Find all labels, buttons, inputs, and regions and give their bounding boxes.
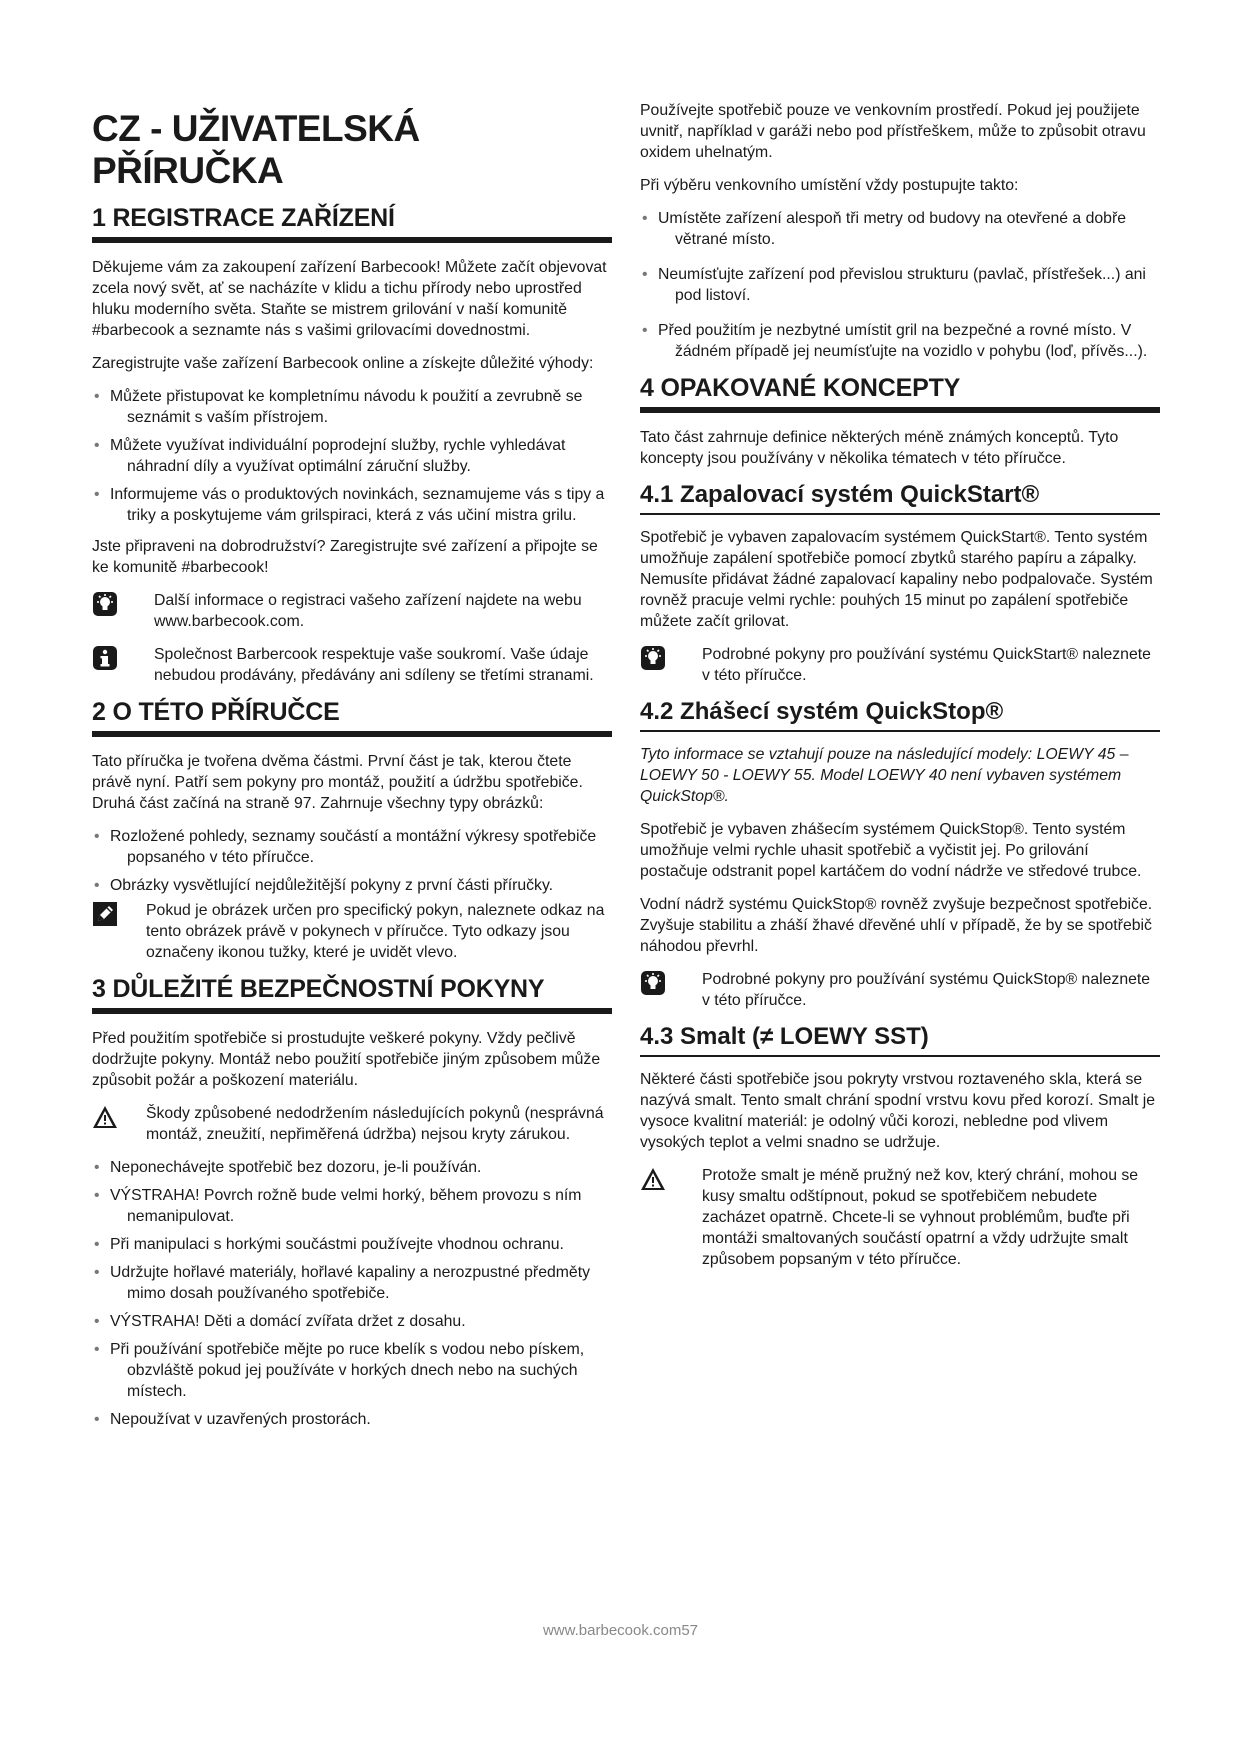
list-item: • Udržujte hořlavé materiály, hořlavé kapaliny a nerozpustné předměty mimo dosah používaného spotřebiče. bbox=[94, 1264, 590, 1302]
info-note-text: Společnost Barbercook respektuje vaše soukromí. Vaše údaje nebudou prodávány, předávány ani sdíleny se třetími stranami. bbox=[154, 646, 594, 684]
list-item: • VÝSTRAHA! Děti a domácí zvířata držet z dosahu. bbox=[94, 1313, 466, 1330]
section-4-1-heading: 4.1 Zapalovací systém QuickStart® bbox=[640, 481, 1160, 515]
list-item: • Můžete přistupovat ke kompletnímu návodu k použití a zevrubně se seznámit s vaším přístrojem. bbox=[94, 388, 583, 426]
list-item: • Při manipulaci s horkými součástmi používejte vhodnou ochranu. bbox=[94, 1236, 564, 1253]
section-4-1-paragraph: Spotřebič je vybaven zapalovacím systémem QuickStart®. Tento systém umožňuje zapálení spotřebiče pomocí zbytků starého papíru a zápalky. Nemusíte přidávat žádné zapalovací kapaliny nebo podpalovače. Systém rovněž pracuje velmi rychle: pouhých 15 minut po zapálení spotřebiče můžete začít grilovat. bbox=[640, 529, 1153, 630]
section-3-location-list bbox=[640, 208, 1160, 362]
warning-icon bbox=[640, 1166, 666, 1192]
tip-note bbox=[92, 590, 612, 632]
list-item: • Informujeme vás o produktových novinkách, seznamujeme vás s tipy a triky a poskytujeme vám grilspiraci, která z vás učiní mistra grilu. bbox=[94, 486, 605, 524]
section-3-paragraph: Před použitím spotřebiče si prostudujte veškeré pokyny. Vždy pečlivě dodržujte pokyny. Montáž nebo použití spotřebiče jiným způsobem může způsobit požár a poškození materiálu. bbox=[92, 1030, 601, 1089]
section-1-paragraph: Jste připraveni na dobrodružství? Zaregistrujte své zařízení a připojte se ke komunitě #barbecook! bbox=[92, 538, 598, 576]
section-3-bullet-list bbox=[92, 1157, 612, 1430]
section-4-2-heading: 4.2 Zhášecí systém QuickStop® bbox=[640, 698, 1160, 732]
right-column bbox=[640, 100, 1160, 1282]
section-2-bullet-list bbox=[92, 826, 612, 896]
pencil-icon bbox=[92, 901, 118, 927]
section-4-3-heading: 4.3 Smalt (≠ LOEWY SST) bbox=[640, 1023, 1160, 1057]
warning-icon bbox=[92, 1104, 118, 1130]
section-4-heading: 4 OPAKOVANÉ KONCEPTY bbox=[640, 374, 1160, 413]
section-2-heading: 2 O TÉTO PŘÍRUČCE bbox=[92, 698, 612, 737]
pencil-note-text: Pokud je obrázek určen pro specifický pokyn, naleznete odkaz na tento obrázek právě v pokynech v příručce. Tyto odkazy jsou označeny ikonou tužky, které je uvidět vlevo. bbox=[146, 902, 605, 961]
tip-note-text: Další informace o registraci vašeho zařízení najdete na webu www.barbecook.com. bbox=[154, 592, 582, 630]
section-3-paragraph: Při výběru venkovního umístění vždy postupujte takto: bbox=[640, 177, 1019, 194]
list-item: • Neponechávejte spotřebič bez dozoru, je-li používán. bbox=[94, 1159, 482, 1176]
list-item: • Rozložené pohledy, seznamy součástí a montážní výkresy spotřebiče popsaného v této příručce. bbox=[94, 828, 597, 866]
warning-note bbox=[92, 1103, 612, 1145]
info-note bbox=[92, 644, 612, 686]
section-1-paragraph: Zaregistrujte vaše zařízení Barbecook online a získejte důležité výhody: bbox=[92, 355, 594, 372]
tip-note-text: Podrobné pokyny pro používání systému QuickStop® naleznete v této příručce. bbox=[702, 971, 1151, 1009]
warning-note bbox=[640, 1165, 1160, 1270]
lightbulb-icon bbox=[640, 970, 666, 996]
lightbulb-icon bbox=[640, 645, 666, 671]
pencil-note bbox=[92, 900, 612, 963]
lightbulb-icon bbox=[92, 591, 118, 617]
tip-note bbox=[640, 969, 1160, 1011]
page-footer: www.barbecook.com57 bbox=[542, 1622, 699, 1639]
tip-note bbox=[640, 644, 1160, 686]
section-4-2-paragraph: Vodní nádrž systému QuickStop® rovněž zvyšuje bezpečnost spotřebiče. Zvyšuje stabilitu a zháší žhavé dřevěné uhlí v případě, že by se spotřebič náhodou převrhl. bbox=[640, 896, 1153, 955]
warning-note-text: Škody způsobené nedodržením následujících pokynů (nesprávná montáž, zneužití, nepřiměřená údržba) nejsou kryty zárukou. bbox=[146, 1105, 604, 1143]
list-item: • Můžete využívat individuální poprodejní služby, rychle vyhledávat náhradní díly a využívat optimální záruční služby. bbox=[94, 437, 566, 475]
section-4-paragraph: Tato část zahrnuje definice některých méně známých konceptů. Tyto koncepty jsou používány v několika tématech v této příručce. bbox=[640, 429, 1119, 467]
section-3-paragraph: Používejte spotřebič pouze ve venkovním prostředí. Pokud jej použijete uvnitř, například v garáži nebo pod přístřeškem, může to způsobit otravu oxidem uhelnatým. bbox=[640, 102, 1146, 161]
list-item: • Před použitím je nezbytné umístit gril na bezpečné a rovné místo. V žádném případě jej neumísťujte na vozidlo v pohybu (loď, přívěs...). bbox=[642, 322, 1148, 360]
section-1-bullet-list bbox=[92, 386, 612, 526]
section-3-heading: 3 DŮLEŽITÉ BEZPEČNOSTNÍ POKYNY bbox=[92, 975, 612, 1014]
list-item: • VÝSTRAHA! Povrch rožně bude velmi horký, během provozu s ním nemanipulovat. bbox=[94, 1187, 582, 1225]
list-item: • Neumísťujte zařízení pod převislou strukturu (pavlač, přístřešek...) ani pod listoví. bbox=[642, 266, 1146, 304]
section-1-paragraph: Děkujeme vám za zakoupení zařízení Barbecook! Můžete začít objevovat zcela nový svět, ať se nacházíte v klidu a tichu přírody nebo uprostřed hluku moderního světa. Staňte se mistrem grilování v naší komunitě #barbecook a seznamte nás s vašimi grilovacími dovednostmi. bbox=[92, 259, 607, 339]
list-item: • Obrázky vysvětlující nejdůležitější pokyny z první části příručky. bbox=[94, 877, 554, 894]
section-2-paragraph: Tato příručka je tvořena dvěma částmi. První část je tak, kterou čtete právě nyní. Patří sem pokyny pro montáž, použití a údržbu spotřebiče. Druhá část začíná na straně 97. Zahrnuje všechny typy obrázků: bbox=[92, 753, 583, 812]
section-4-3-paragraph: Některé části spotřebiče jsou pokryty vrstvou roztaveného skla, která se nazývá smalt. Tento smalt chrání spodní vrstvu kovu před korozí. Smalt je vysoce kvalitní materiál: je odolný vůči korozi, nebledne pod vlivem vysokých teplot a velmi snadno se udržuje. bbox=[640, 1071, 1156, 1151]
section-4-2-model-note: Tyto informace se vztahují pouze na následující modely: LOEWY 45 – LOEWY 50 - LOEWY 55. Model LOEWY 40 není vybaven systémem QuickStop®. bbox=[640, 746, 1129, 805]
left-column bbox=[92, 100, 612, 1440]
section-4-2-paragraph: Spotřebič je vybaven zhášecím systémem QuickStop®. Tento systém umožňuje velmi rychle uhasit spotřebič a vyčistit jej. Po grilování postačuje odstranit popel kartáčem do vodní nádrže ve středové trubce. bbox=[640, 821, 1142, 880]
list-item: • Umístěte zařízení alespoň tři metry od budovy na otevřené a dobře větrané místo. bbox=[642, 210, 1127, 248]
list-item: • Nepoužívat v uzavřených prostorách. bbox=[94, 1411, 371, 1428]
section-1-heading: 1 REGISTRACE ZAŘÍZENÍ bbox=[92, 204, 612, 243]
document-title: CZ - UŽIVATELSKÁ PŘÍRUČKA bbox=[92, 108, 420, 191]
warning-note-text: Protože smalt je méně pružný než kov, který chrání, mohou se kusy smaltu odštípnout, pokud se spotřebičem nebudete zacházet opatrně. Chcete-li se vyhnout problémům, buďte při montáži smaltovaných součástí opatrní a vždy udržujte smalt způsobem popsaným v této příručce. bbox=[702, 1167, 1139, 1268]
tip-note-text: Podrobné pokyny pro používání systému QuickStart® naleznete v této příručce. bbox=[702, 646, 1151, 684]
info-icon bbox=[92, 645, 118, 671]
list-item: • Při používání spotřebiče mějte po ruce kbelík s vodou nebo pískem, obzvláště pokud jej používáte v horkých dnech nebo na suchých místech. bbox=[94, 1341, 585, 1400]
